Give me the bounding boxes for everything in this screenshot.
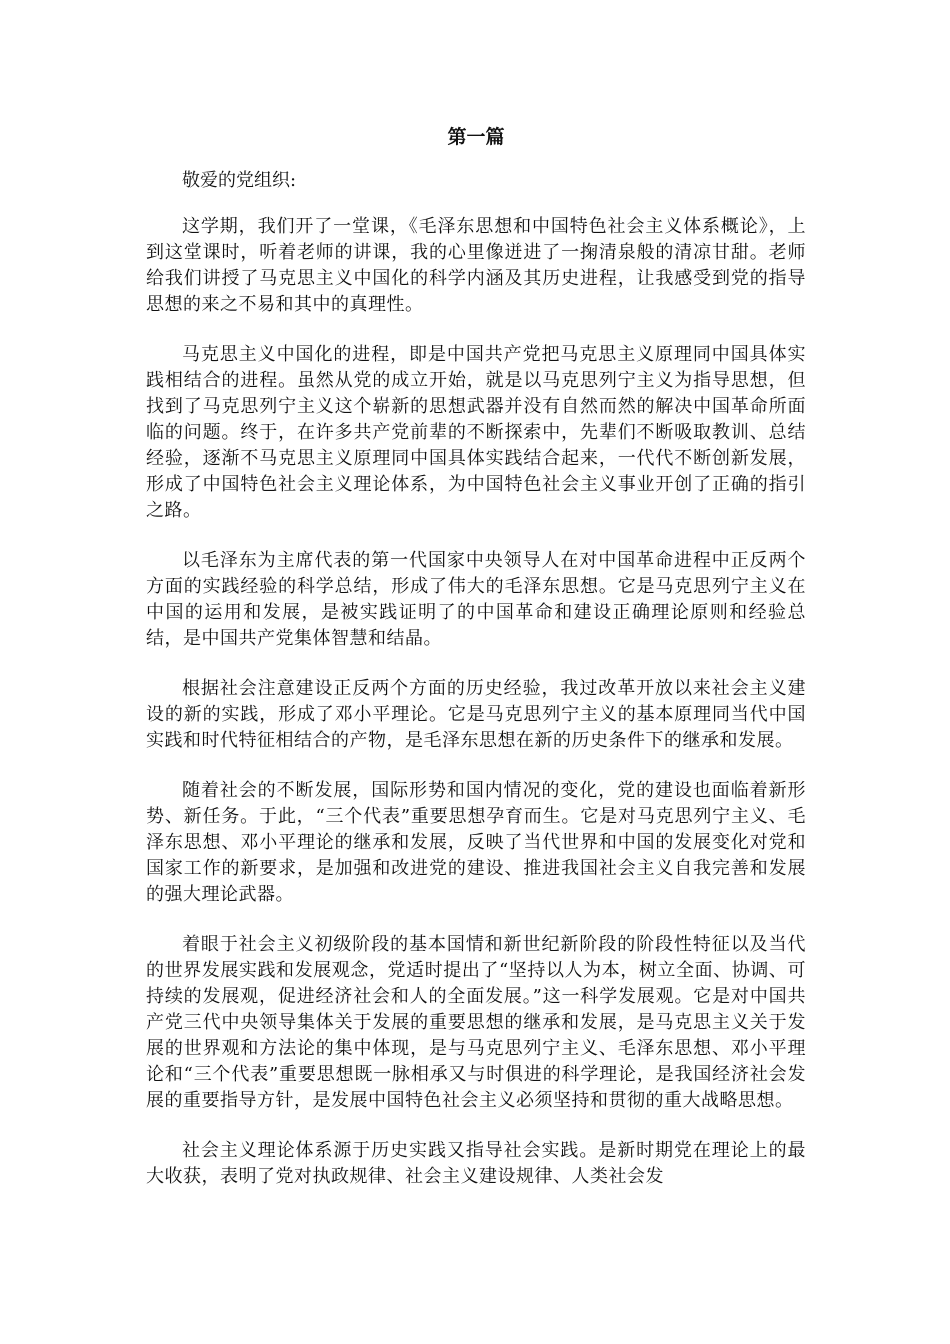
paragraph-2: 马克思主义中国化的进程，即是中国共产党把马克思主义原理同中国具体实践相结合的进程。虽然从党的成立开始，就是以马克思列宁主义为指导思想，但找到了马克思列宁主义这个崭新的思想武器并没有自然而然的解决中国革命所面临的问题。终于，在许多共产党前辈的不断探索中，先辈们不断吸取教训、总结经验，逐渐不马克思主义原理同中国具体实践结合起来，一代代不断创新发展，形成了中国特色社会主义理论体系，为中国特色社会主义事业开创了正确的指引之路。 — [146, 344, 806, 521]
paragraph-4: 根据社会注意建设正反两个方面的历史经验，我过改革开放以来社会主义建设的新的实践，形成了邓小平理论。它是马克思列宁主义的基本原理同当代中国实践和时代特征相结合的产物，是毛泽东思想在新的历史条件下的继承和发展。 — [146, 678, 806, 751]
paragraph-7: 社会主义理论体系源于历史实践又指导社会实践。是新时期党在理论上的最大收获，表明了党对执政规律、社会主义建设规律、人类社会发 — [146, 1140, 806, 1187]
paragraph-6: 着眼于社会主义初级阶段的基本国情和新世纪新阶段的阶段性特征以及当代的世界发展实践和发展观念，党适时提出了“坚持以人为本，树立全面、协调、可持续的发展观，促进经济社会和人的全面发展。”这一科学发展观。它是对中国共产党三代中央领导集体关于发展的重要思想的继承和发展，是马克思主义关于发展的世界观和方法论的集中体现，是与马克思列宁主义、毛泽东思想、邓小平理论和“三个代表”重要思想既一脉相承又与时俱进的科学理论，是我国经济社会发展的重要指导方针，是发展中国特色社会主义必须坚持和贯彻的重大战略思想。 — [146, 934, 806, 1111]
paragraph-1: 这学期，我们开了一堂课，《毛泽东思想和中国特色社会主义体系概论》，上到这堂课时，听着老师的讲课，我的心里像迸进了一掬清泉般的清凉甘甜。老师给我们讲授了马克思主义中国化的科学内涵及其历史进程，让我感受到党的指导思想的来之不易和其中的真理性。 — [146, 216, 806, 315]
document-body — [146, 122, 806, 1214]
document-title: 第一篇 — [447, 126, 505, 148]
paragraph-3: 以毛泽东为主席代表的第一代国家中央领导人在对中国革命进程中正反两个方面的实践经验的科学总结，形成了伟大的毛泽东思想。它是马克思列宁主义在中国的运用和发展，是被实践证明了的中国革命和建设正确理论原则和经验总结，是中国共产党集体智慧和结晶。 — [146, 550, 806, 649]
paragraph-5: 随着社会的不断发展，国际形势和国内情况的变化，党的建设也面临着新形势、新任务。于此，“三个代表”重要思想孕育而生。它是对马克思列宁主义、毛泽东思想、邓小平理论的继承和发展，反映了当代世界和中国的发展变化对党和国家工作的新要求，是加强和改进党的建设、推进我国社会主义自我完善和发展的强大理论武器。 — [146, 780, 806, 905]
salutation: 敬爱的党组织: — [182, 170, 297, 191]
